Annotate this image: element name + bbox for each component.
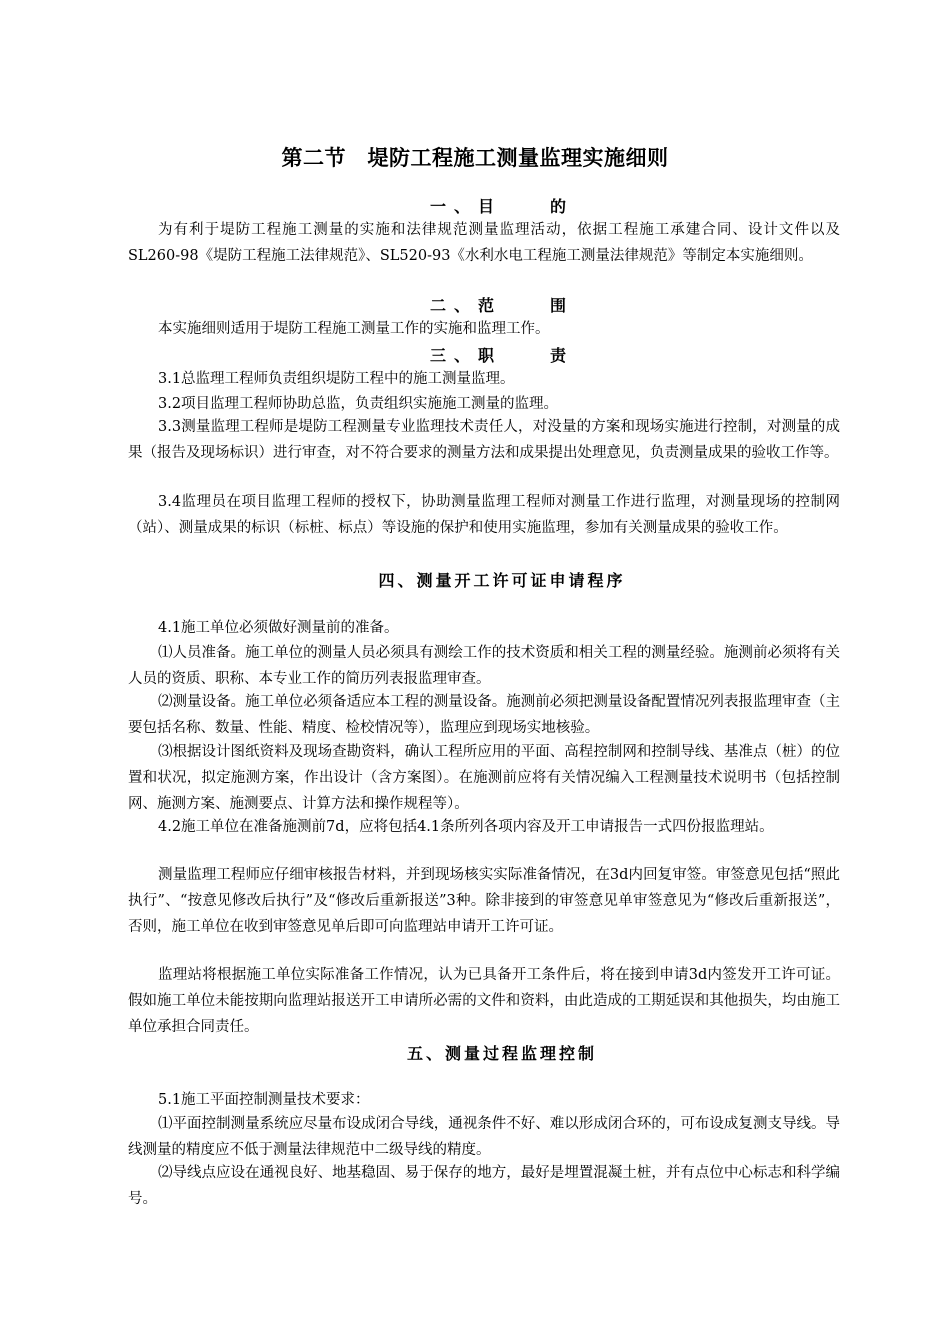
paragraph-4-1: 4.1施工单位必须做好测量前的准备。	[158, 620, 399, 636]
paragraph-4-1-1: ⑴人员准备。施工单位的测量人员必须具有测绘工作的技术资质和相关工程的测量经验。施测前必须将有关人员的资质、职称、本专业工作的简历列表报监理审查。	[128, 645, 840, 687]
paragraph-review: 测量监理工程师应仔细审核报告材料，并到现场核实实际准备情况，在3d内回复审签。审签意见包括“照此执行”、“按意见修改后执行”及“修改后重新报送”3种。除非接到的审签意见单审签意见为“修改后重新报送”，否则，施工单位在收到审签意见单后即可向监理站申请开工许可证。	[128, 867, 840, 935]
section-heading-scope: 二、范 围	[429, 296, 574, 315]
paragraph-5-1-2: ⑵导线点应设在通视良好、地基稳固、易于保存的地方，最好是埋置混凝土桩，并有点位中心标志和科学编号。	[128, 1165, 840, 1207]
paragraph-4-1-3: ⑶根据设计图纸资料及现场查勘资料，确认工程所应用的平面、高程控制网和控制导线、基准点（桩）的位置和状况，拟定施测方案，作出设计（含方案图）。在施测前应将有关情况编入工程测量技术说明书（包括控制网、施测方案、施测要点、计算方法和操作规程等）。	[128, 744, 840, 812]
section-heading-purpose: 一、目 的	[429, 197, 574, 216]
paragraph-5-1-1: ⑴平面控制测量系统应尽量布设成闭合导线，通视条件不好、难以形成闭合环的，可布设成复测支导线。导线测量的精度应不低于测量法律规范中二级导线的精度。	[128, 1116, 840, 1158]
paragraph-scope: 本实施细则适用于堤防工程施工测量工作的实施和监理工作。	[158, 321, 550, 337]
paragraph-3-2: 3.2项目监理工程师协助总监，负责组织实施施工测量的监理。	[158, 396, 559, 412]
paragraph-permit-issue: 监理站将根据施工单位实际准备工作情况，认为已具备开工条件后，将在接到申请3d内签发开工许可证。假如施工单位未能按期向监理站报送开工申请所必需的文件和资料，由此造成的工期延误和其他损失，均由施工单位承担合同责任。	[128, 967, 840, 1035]
section-heading-process-control: 五、测量过程监理控制	[406, 1044, 597, 1063]
paragraph-4-2: 4.2施工单位在准备施测前7d，应将包括4.1条所列各项内容及开工申请报告一式四份报监理站。	[158, 819, 774, 835]
paragraph-3-4: 3.4监理员在项目监理工程师的授权下，协助测量监理工程师对测量工作进行监理，对测量现场的控制网（站）、测量成果的标识（标桩、标点）等设施的保护和使用实施监理，参加有关测量成果的验收工作。	[128, 494, 840, 536]
paragraph-5-1: 5.1施工平面控制测量技术要求：	[158, 1092, 370, 1108]
section-heading-permit-procedure: 四、测量开工许可证申请程序	[378, 571, 626, 590]
paragraph-purpose: 为有利于堤防工程施工测量的实施和法律规范测量监理活动，依据工程施工承建合同、设计文件以及SL260-98《堤防工程施工法律规范》、SL520-93《水利水电工程施工测量法律规范》等制定本实施细则。	[128, 222, 840, 264]
paragraph-3-3: 3.3测量监理工程师是堤防工程测量专业监理技术责任人，对没量的方案和现场实施进行控制，对测量的成果（报告及现场标识）进行审查，对不符合要求的测量方法和成果提出处理意见，负责测量成果的验收工作等。	[128, 419, 840, 461]
section-heading-duties: 三、职 责	[429, 346, 574, 365]
page-title: 第二节 堤防工程施工测量监理实施细则	[281, 146, 669, 170]
paragraph-4-1-2: ⑵测量设备。施工单位必须备适应本工程的测量设备。施测前必须把测量设备配置情况列表报监理审查（主要包括名称、数量、性能、精度、检校情况等），监理应到现场实地核验。	[128, 694, 840, 736]
paragraph-3-1: 3.1总监理工程师负责组织堤防工程中的施工测量监理。	[158, 371, 515, 387]
